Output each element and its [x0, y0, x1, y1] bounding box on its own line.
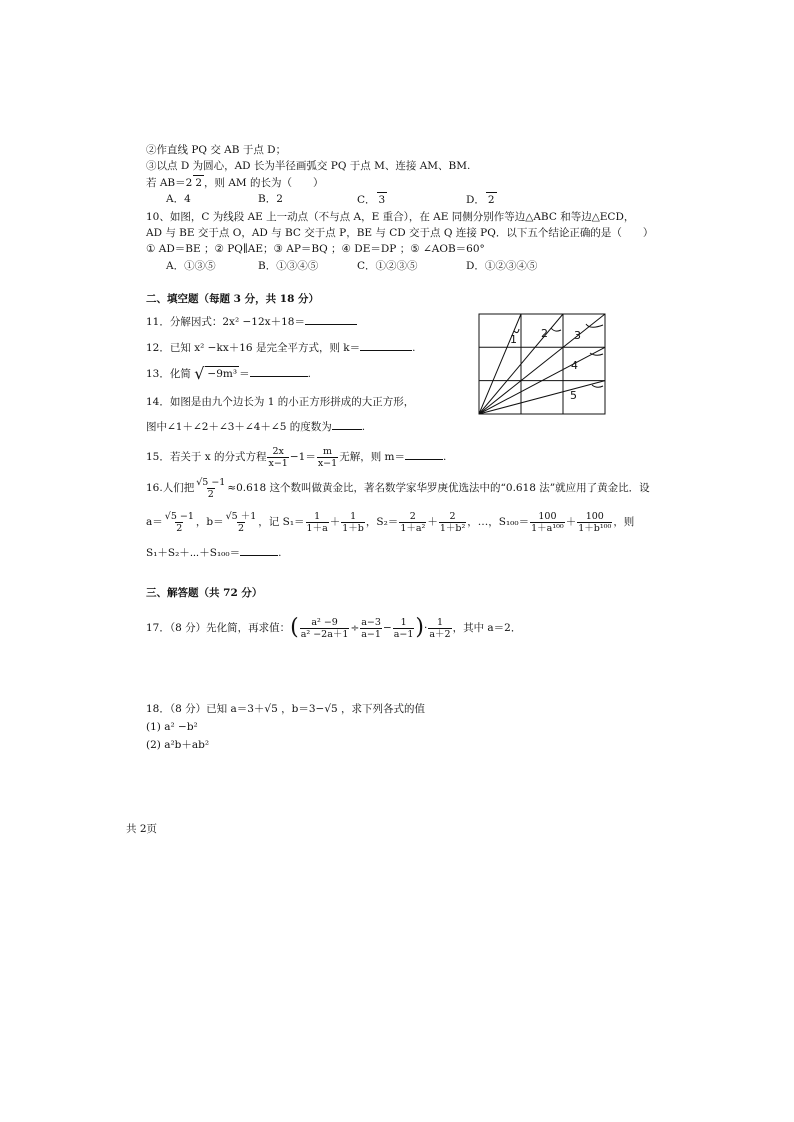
- left-paren: (: [290, 615, 299, 640]
- q10-option-a: A．①③⑤: [166, 260, 216, 272]
- q16-s1-term-a: $\frac{1}{1+a}$: [306, 510, 328, 534]
- angle-arc-2: [551, 328, 561, 331]
- q9-step3: ③以点 D 为圆心，AD 长为半径画弧交 PQ 于点 M、连接 AM、BM.: [146, 160, 471, 172]
- q16-answer-blank[interactable]: [240, 545, 278, 556]
- q10-line1: 10、如图，C 为线段 AE 上一动点（不与点 A，E 重合），在 AE 同侧分别作等边△ABC 和等边△ECD，: [146, 211, 635, 223]
- q17-fraction-4: $\frac{1}{a+2}$: [429, 616, 451, 640]
- q9-option-b: B．2: [258, 193, 283, 205]
- q16-golden-fraction: $\frac{√5 -1}{2}$: [196, 476, 226, 500]
- section-answer-title: 三、解答题（共 72 分）: [146, 587, 263, 599]
- q11-answer-blank[interactable]: [305, 314, 357, 325]
- angle-label-5: 5: [570, 389, 577, 402]
- q10-line2: AD 与 BE 交于点 O，AD 与 BC 交于点 P，BE 与 CD 交于点 Q 连接 PQ．以下五个结论正确的是（ ）: [146, 227, 654, 239]
- q11: 11．分解因式：2x² −12x＋18＝: [146, 314, 357, 329]
- angle-arc-3: [586, 324, 603, 327]
- angle-label-1: 1: [510, 333, 517, 346]
- q16-a-fraction: $\frac{√5 -1}{2}$: [164, 510, 194, 534]
- angle-label-3: 3: [574, 329, 581, 342]
- q9-condition: 若 AB＝2 2 ，则 AM 的长为（ ）: [146, 177, 324, 189]
- q16-line3: S₁＋S₂＋⋯＋S₁₀₀＝ .: [146, 547, 282, 559]
- q16-s100-term-b: $\frac{100}{\text{1＋b¹⁰⁰}}$: [578, 510, 612, 534]
- q18-stem: 18．（8 分）已知 a＝3＋√5 ，b＝3−√5 ，求下列各式的值: [146, 703, 426, 715]
- q14-answer-blank[interactable]: [332, 419, 362, 430]
- q17-fraction-3: $\frac{1}{a-1}$: [393, 616, 414, 640]
- q15-fraction-1: $\frac{2x}{x-1}$: [268, 445, 288, 469]
- q10-option-c: C．①②③⑤: [357, 260, 418, 272]
- q10-option-b: B．①③④⑤: [258, 260, 319, 272]
- angle-arc-4: [590, 353, 603, 355]
- ray-5: [479, 381, 605, 414]
- q16-s100-term-a: $\frac{100}{\text{1＋a¹⁰⁰}}$: [531, 510, 564, 534]
- angle-label-2: 2: [541, 327, 548, 340]
- angle-arc-5: [592, 385, 603, 387]
- q18-part2: (2) a²b＋ab²: [146, 739, 210, 751]
- q16-s1-term-b: $\frac{1}{1+b}$: [342, 510, 364, 534]
- q9-sqrt: 2: [195, 177, 203, 189]
- q15-fraction-2: $\frac{m}{x-1}$: [317, 445, 338, 469]
- q14-line1: 14．如图是由九个边长为 1 的小正方形拼成的大正方形，: [146, 396, 415, 408]
- page-count-footer: 共 2页: [126, 823, 158, 835]
- nine-square-grid-figure: [478, 313, 606, 415]
- right-paren: ): [415, 615, 425, 640]
- q12-answer-blank[interactable]: [360, 340, 412, 351]
- q9-option-c: C． 3: [357, 194, 386, 206]
- q13-answer-blank[interactable]: [250, 366, 308, 377]
- q14-line2: 图中∠1＋∠2＋∠3＋∠4＋∠5 的度数为 .: [146, 421, 366, 433]
- q12: 12．已知 x² −kx＋16 是完全平方式，则 k＝ .: [146, 342, 416, 354]
- q9-step2: ②作直线 PQ 交 AB 于点 D；: [146, 144, 287, 156]
- radical-sign: √: [194, 364, 205, 383]
- q13: 13．化简 √ −9m³ ＝ .: [146, 364, 311, 383]
- section-fill-in-title: 二、填空题（每题 3 分，共 18 分）: [146, 293, 320, 305]
- q17-fraction-1: $\frac{\text{a² −9}}{\text{a² −2a＋1}}$: [300, 616, 349, 640]
- q10-option-d: D．①②③④⑤: [466, 260, 538, 272]
- angle-label-4: 4: [571, 359, 578, 372]
- q18-part1: (1) a² −b²: [146, 721, 198, 733]
- q10-line3: ① AD＝BE ；② PQ∥AE；③ AP＝BQ ；④ DE＝DP ；⑤ ∠AOB＝60°: [146, 243, 485, 255]
- q15-answer-blank[interactable]: [405, 449, 443, 460]
- q17: 17．（8 分）先化简，再求值：( $\frac{\text{a² −9}}{\text{a² −2a＋1}}$ ÷ $\frac{a-3}{a-1}$ − $\frac{1}{a-1}$ )· $\frac{1}{a+2}$ ，其中 a＝2．: [146, 615, 522, 640]
- q15: 15．若关于 x 的分式方程 $\frac{2x}{x-1}$ −1＝ $\frac{m}{x-1}$ 无解，则 m＝ .: [146, 445, 447, 469]
- q16-s2-term-b: $\frac{2}{\text{1＋b²}}$: [439, 510, 466, 534]
- ray-1: [479, 314, 521, 414]
- q16-b-fraction: $\frac{√5 +1}{2}$: [225, 510, 257, 534]
- q17-fraction-2: $\frac{a-3}{a-1}$: [361, 616, 381, 640]
- q16-line1: 16.人们把 $\frac{√5 -1}{2}$ ≈0.618 这个数叫做黄金比，著名数学家华罗庚优选法中的“0.618 法”就应用了黄金比．设: [146, 476, 650, 500]
- q9-option-a: A．4: [166, 193, 191, 205]
- q16-line2: a＝ $\frac{√5 -1}{2}$ ，b＝ $\frac{√5 +1}{2}$ ，记 S₁＝ $\frac{1}{1+a}$ ＋ $\frac{1}{1+b}$ ，S₂＝ $\frac{2}{\text{1＋a²}}$ ＋ $\frac{2}{\text{1＋b²}}$ ，…，S₁₀₀＝ $\frac{100}{\text{1＋a¹⁰⁰}}$ ＋ $\frac{100}{\text{1＋b¹⁰⁰}}$ ，则: [146, 510, 635, 534]
- q16-s2-term-a: $\frac{2}{\text{1＋a²}}$: [400, 510, 426, 534]
- q9-option-d: D． 2: [466, 194, 495, 206]
